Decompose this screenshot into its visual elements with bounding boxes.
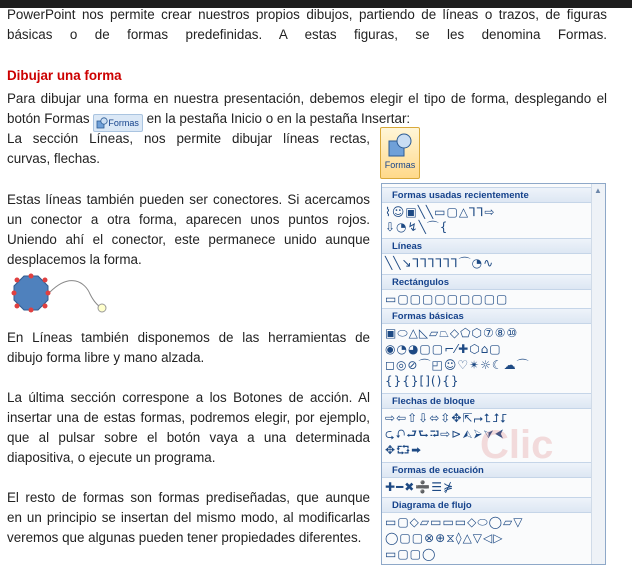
shape-row[interactable]: ◉◔◕▢▢⌐⁄✚⬡⌂▢ <box>385 342 502 356</box>
p3-line2: curvas, flechas. <box>7 151 101 166</box>
shape-row[interactable]: ◯▢▢⊗⊕⧖◊△▽◁▷ <box>385 531 504 545</box>
p2-line1: Para dibujar una forma en nuestra presentación, debemos elegir el tipo de forma, desplegando el <box>7 91 607 106</box>
category-flowchart: Diagrama de flujo <box>382 497 591 513</box>
shape-row[interactable]: ╲╲↘⅂⅂⅂⅂⅂⅂⌒◔∿ <box>385 256 495 270</box>
p3-line1: La sección Líneas, nos permite dibujar líneas rectas, <box>7 131 370 146</box>
shape-row[interactable]: ◻◎⊘⌒◰☺♡✴☼☾☁⌒ <box>385 358 530 372</box>
inline-formas-label: Formas <box>108 118 139 128</box>
shape-row[interactable]: ▭▢◇▱▭▭▭◇⬭◯▱▽ <box>385 515 524 529</box>
shape-row[interactable]: ⇨⇦⇧⇩⬄⇳✥⇱⮣⮤⮥⮦ <box>385 411 509 425</box>
p6-line2: insertar una de estas formas, podremos elegir, por ejemplo, <box>7 410 370 425</box>
shape-row[interactable]: ⌇☺▣╲╲▭▢△⅂⅂⇨ <box>385 205 496 219</box>
intro-paragraph-line1 <box>7 5 607 45</box>
section-heading: Dibujar una forma <box>7 68 122 83</box>
p6-line1: La última sección correspone a los Botones de acción. Al <box>7 390 370 405</box>
connector-illustration <box>10 272 120 322</box>
shape-row[interactable]: ⇩◔↯╲⌒{ <box>385 220 449 234</box>
category-equation-shapes: Formas de ecuación <box>382 462 591 478</box>
p4-line2: un conector a otra forma, aparecen unos puntos rojos. <box>7 212 370 227</box>
p7-line1: El resto de formas son formas prediseñadas, que aunque <box>7 490 370 505</box>
shape-row[interactable]: ▭▢▢▢▢▢▢▢▢▢ <box>385 292 509 306</box>
intro-paragraph: PowerPoint nos permite crear nuestros propios dibujos, partiendo de líneas o trazos, de figuras básicas o de formas predefinidas. A estas figuras, se les denomina Formas. <box>7 7 607 42</box>
watermark: Clic <box>480 423 554 467</box>
p4-line1: Estas líneas también pueden ser conectores. Si acercamos <box>7 192 370 207</box>
p4-line4: desplacemos la forma. <box>7 252 142 267</box>
shapes-icon <box>96 117 108 129</box>
shape-row[interactable]: ⮎⮏⮐⮑⮒⇨⊳⮙⮚⮛⮜ <box>385 427 505 441</box>
p7-line2: en un principio se insertan del mismo modo, al modificarlas <box>7 510 370 525</box>
scroll-up-icon[interactable]: ▲ <box>594 186 602 195</box>
shape-row[interactable]: ▭▢▢◯ <box>385 547 437 561</box>
category-rectangles: Rectángulos <box>382 274 591 290</box>
shape-row[interactable]: {}{}[](){} <box>385 374 460 388</box>
shapes-icon <box>386 131 414 159</box>
category-block-arrows: Flechas de bloque <box>382 393 591 409</box>
p4-line3: Uniendo ahí el conector, este permanece unido aunque <box>7 232 370 247</box>
p2-part1: botón Formas <box>7 111 90 126</box>
ribbon-formas-label: Formas <box>384 160 416 170</box>
shapes-gallery-panel <box>381 183 606 565</box>
shape-row[interactable]: ▣⬭△◺▱⏢◇⬠⬡⑦⑧⑩ <box>385 326 519 340</box>
p2-part2: en la pestaña Inicio o en la pestaña Insertar: <box>146 111 411 126</box>
category-basic-shapes: Formas básicas <box>382 308 591 324</box>
p5-line2: dibujo forma libre y mano alzada. <box>7 350 205 365</box>
panel-scrollbar[interactable] <box>591 184 605 564</box>
ribbon-formas-button[interactable] <box>380 127 420 179</box>
shape-row[interactable]: ✥⮔⮕ <box>385 443 423 457</box>
p6-line4: diapositiva, o ejecute un programa. <box>7 450 216 465</box>
p6-line3: que al pulsar sobre el botón vaya a una determinada <box>7 430 370 445</box>
category-recent: Formas usadas recientemente <box>382 187 591 203</box>
shape-row[interactable]: ✚━✖➗☰⋡ <box>385 480 455 494</box>
p7-line3: veremos que algunas pueden tener propiedades diferentes. <box>7 530 362 545</box>
category-lines: Líneas <box>382 238 591 254</box>
p5-line1: En Líneas también disponemos de las herramientas de <box>7 330 370 345</box>
